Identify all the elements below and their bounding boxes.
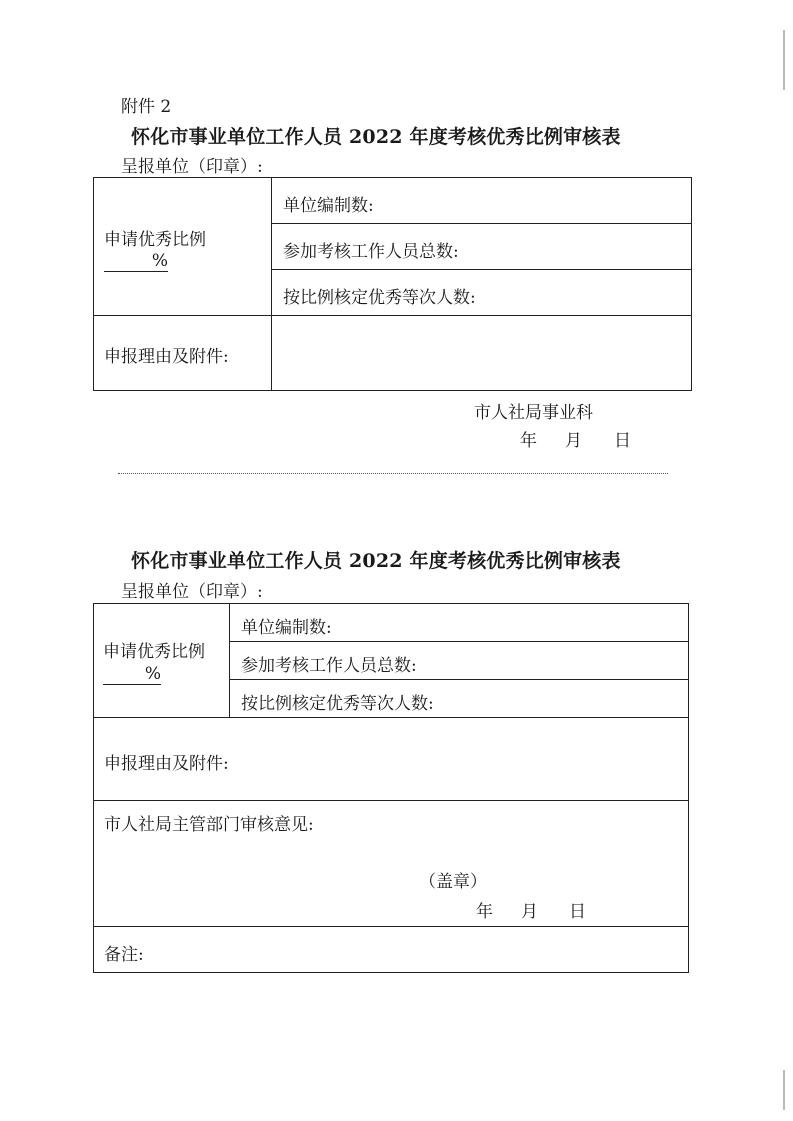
form1-percent: % [104, 251, 168, 272]
form1-total-count: 参加考核工作人员总数: [283, 242, 459, 262]
cut-line [118, 473, 668, 474]
form2-title: 怀化市事业单位工作人员 2022 年度考核优秀比例审核表 [131, 550, 621, 572]
form2-ratio-label: 申请优秀比例 [103, 642, 205, 662]
form2-excellent-count: 按比例核定优秀等次人数: [241, 694, 434, 714]
form1-ratio-input[interactable] [104, 251, 168, 272]
form2-total-count: 参加考核工作人员总数: [241, 656, 417, 676]
form2-date-month: 月 [521, 902, 538, 922]
form1-ratio-label: 申请优秀比例 [104, 230, 206, 250]
form2-ratio-input[interactable] [103, 664, 161, 685]
form2-reason-label: 申报理由及附件: [104, 754, 229, 774]
form2-date-day: 日 [569, 902, 586, 922]
form1-staff-count: 单位编制数: [283, 196, 374, 216]
form2-review-label: 市人社局主管部门审核意见: [104, 815, 314, 835]
attachment-label: 附件 2 [121, 97, 172, 117]
form1-dept: 市人社局事业科 [474, 403, 593, 423]
form1-date-month: 月 [565, 431, 582, 451]
form2-seal: （盖章） [419, 872, 487, 892]
form2-date-year: 年 [476, 902, 493, 922]
form1-unit-label: 呈报单位（印章）: [121, 157, 263, 177]
form1-title: 怀化市事业单位工作人员 2022 年度考核优秀比例审核表 [131, 126, 621, 148]
form2-staff-count: 单位编制数: [241, 618, 332, 638]
form2-percent: % [103, 664, 161, 685]
form1-excellent-count: 按比例核定优秀等次人数: [283, 288, 476, 308]
scan-edge [783, 1070, 785, 1110]
scan-edge [783, 30, 785, 90]
form1-date-year: 年 [520, 431, 537, 451]
form1-reason-label: 申报理由及附件: [104, 347, 229, 367]
form2-remark-label: 备注: [104, 945, 144, 965]
form1-date-day: 日 [614, 431, 631, 451]
form2-unit-label: 呈报单位（印章）: [121, 582, 263, 602]
